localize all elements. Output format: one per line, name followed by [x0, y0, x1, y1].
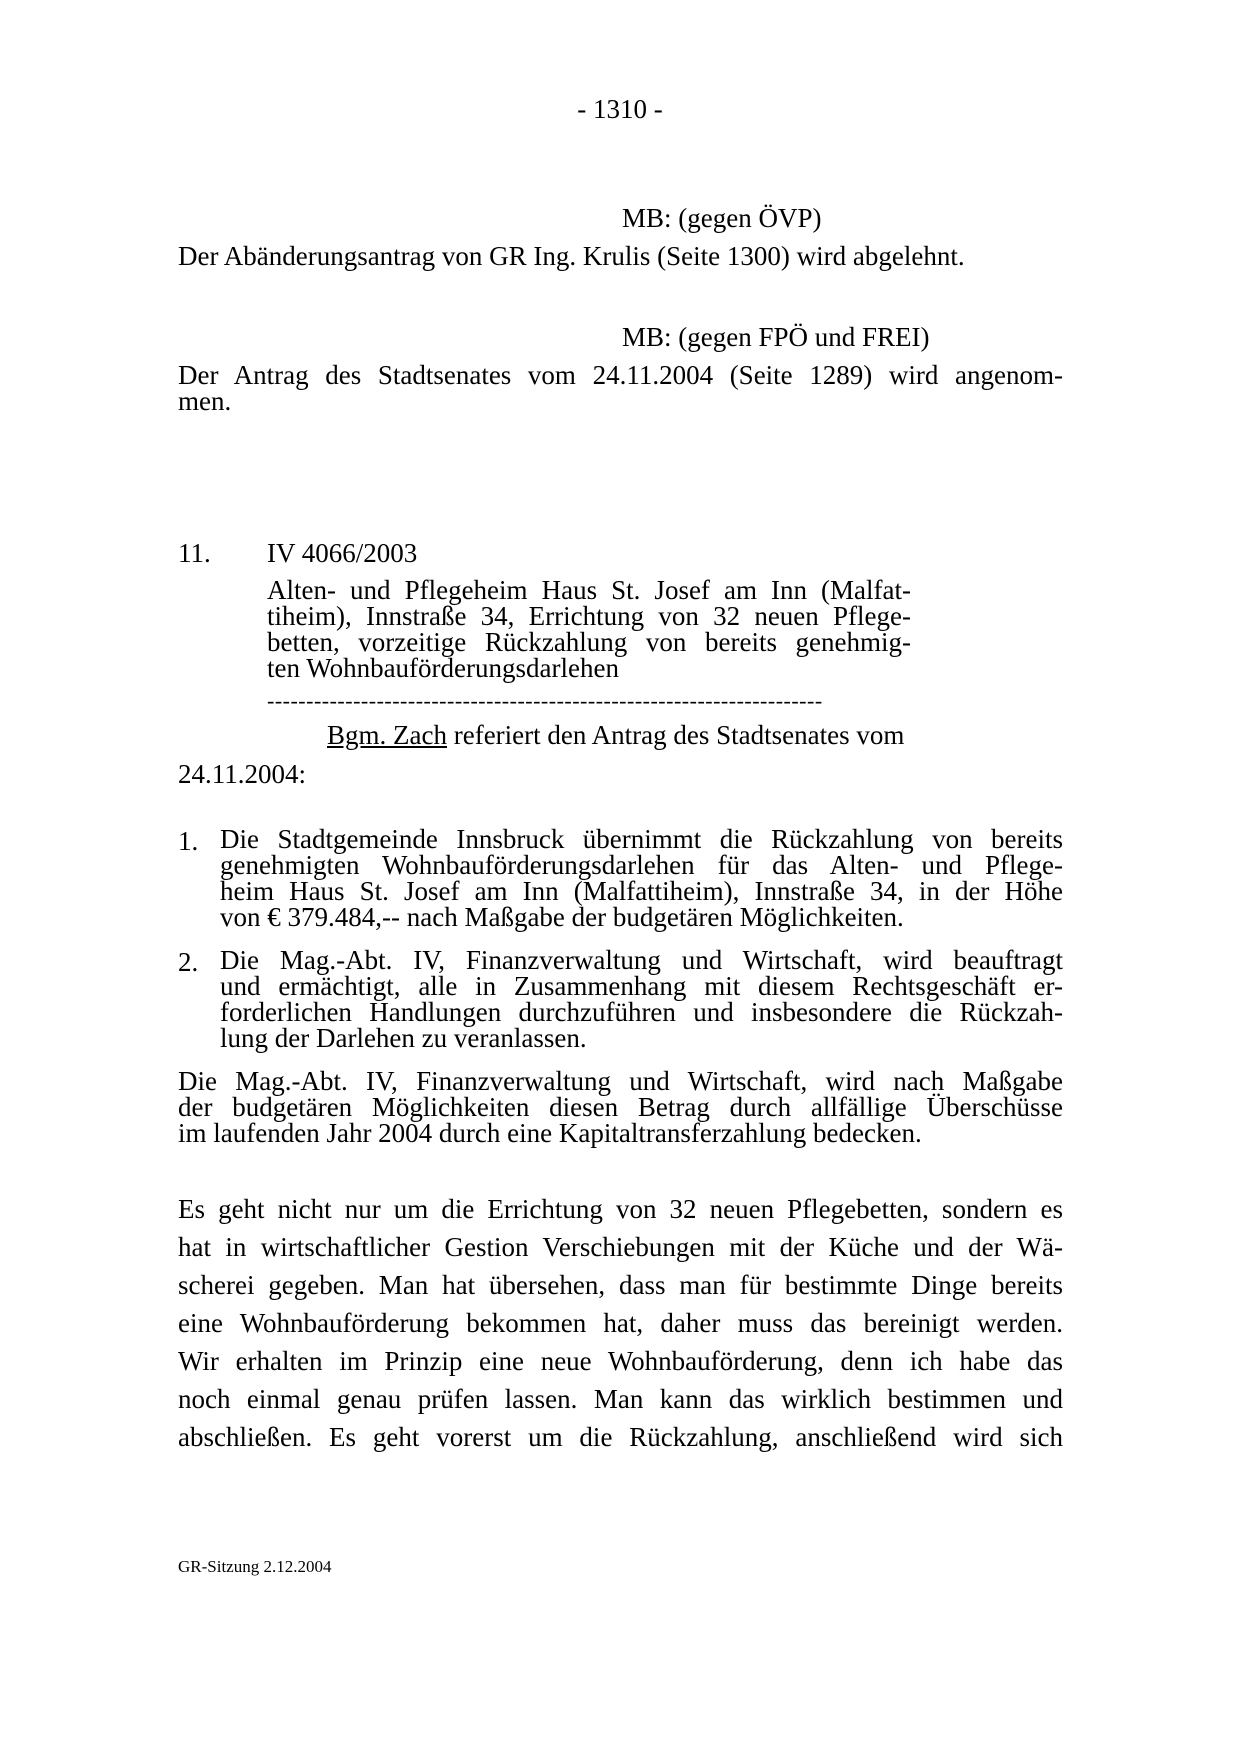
speaker-text: referiert den Antrag des Stadtsenates vom — [446, 720, 905, 750]
motion-point-line: genehmigten Wohnbauförderungsdarlehen für das Alten- und Pflege- — [220, 850, 1063, 880]
speech-line: eine Wohnbauförderung bekommen hat, daher muss das bereinigt werden. — [178, 1308, 1063, 1338]
motion-point-line: und ermächtigt, alle in Zusammenhang mit diesem Rechtsgeschäft er- — [220, 971, 1063, 1001]
item-title-line: ten Wohnbauförderungsdarlehen — [267, 653, 619, 683]
speech-line: hat in wirtschaftlicher Gestion Verschiebungen mit der Küche und der Wä- — [178, 1232, 1063, 1262]
speech-line: Wir erhalten im Prinzip eine neue Wohnbauförderung, denn ich habe das — [178, 1346, 1063, 1376]
vote-2-result: MB: (gegen FPÖ und FREI) — [622, 322, 930, 352]
motion-closing-line: im laufenden Jahr 2004 durch eine Kapitaltransferzahlung bedecken. — [178, 1118, 922, 1148]
vote-2-text-line: Der Antrag des Stadtsenates vom 24.11.2004 (Seite 1289) wird angenom- — [178, 360, 1063, 390]
motion-point-number: 2. — [178, 947, 199, 977]
motion-closing-line: der budgetären Möglichkeiten diesen Betrag durch allfällige Überschüsse — [178, 1092, 1063, 1122]
item-reference: IV 4066/2003 — [267, 538, 418, 568]
motion-closing-line: Die Mag.-Abt. IV, Finanzverwaltung und Wirtschaft, wird nach Maßgabe — [178, 1066, 1063, 1096]
item-number: 11. — [178, 538, 211, 568]
motion-date: 24.11.2004: — [178, 759, 306, 789]
motion-point-line: lung der Darlehen zu veranlassen. — [220, 1023, 587, 1053]
speech-line: Es geht nicht nur um die Errichtung von 32 neuen Pflegebetten, sondern es — [178, 1194, 1063, 1224]
vote-1-text: Der Abänderungsantrag von GR Ing. Krulis (Seite 1300) wird abgelehnt. — [178, 241, 965, 271]
separator-line: ----------------------------------------------------------------------- — [267, 688, 823, 713]
speaker-name: Bgm. Zach — [327, 720, 447, 750]
vote-2-text-line: men. — [178, 386, 232, 416]
motion-point-line: Die Mag.-Abt. IV, Finanzverwaltung und Wirtschaft, wird beauftragt — [220, 945, 1063, 975]
footer-session-date: GR-Sitzung 2.12.2004 — [178, 1557, 332, 1576]
speaker-intro — [327, 720, 904, 751]
motion-point-line: forderlichen Handlungen durchzuführen und insbesondere die Rückzah- — [220, 997, 1063, 1027]
item-title-line: Alten- und Pflegeheim Haus St. Josef am Inn (Malfat- — [267, 575, 911, 605]
item-title-line: betten, vorzeitige Rückzahlung von bereits genehmig- — [267, 627, 911, 657]
speech-line: noch einmal genau prüfen lassen. Man kann das wirklich bestimmen und — [178, 1384, 1063, 1414]
page-number: - 1310 - — [577, 94, 663, 124]
motion-point-number: 1. — [178, 826, 199, 856]
motion-point-line: von € 379.484,-- nach Maßgabe der budgetären Möglichkeiten. — [220, 902, 904, 932]
item-title-line: tiheim), Innstraße 34, Errichtung von 32 neuen Pflege- — [267, 601, 911, 631]
motion-point-line: heim Haus St. Josef am Inn (Malfattiheim), Innstraße 34, in der Höhe — [220, 876, 1063, 906]
speech-line: scherei gegeben. Man hat übersehen, dass man für bestimmte Dinge bereits — [178, 1270, 1063, 1300]
speech-line: abschließen. Es geht vorerst um die Rückzahlung, anschließend wird sich — [178, 1422, 1063, 1452]
vote-1-result: MB: (gegen ÖVP) — [622, 203, 822, 233]
motion-point-line: Die Stadtgemeinde Innsbruck übernimmt die Rückzahlung von bereits — [220, 824, 1063, 854]
